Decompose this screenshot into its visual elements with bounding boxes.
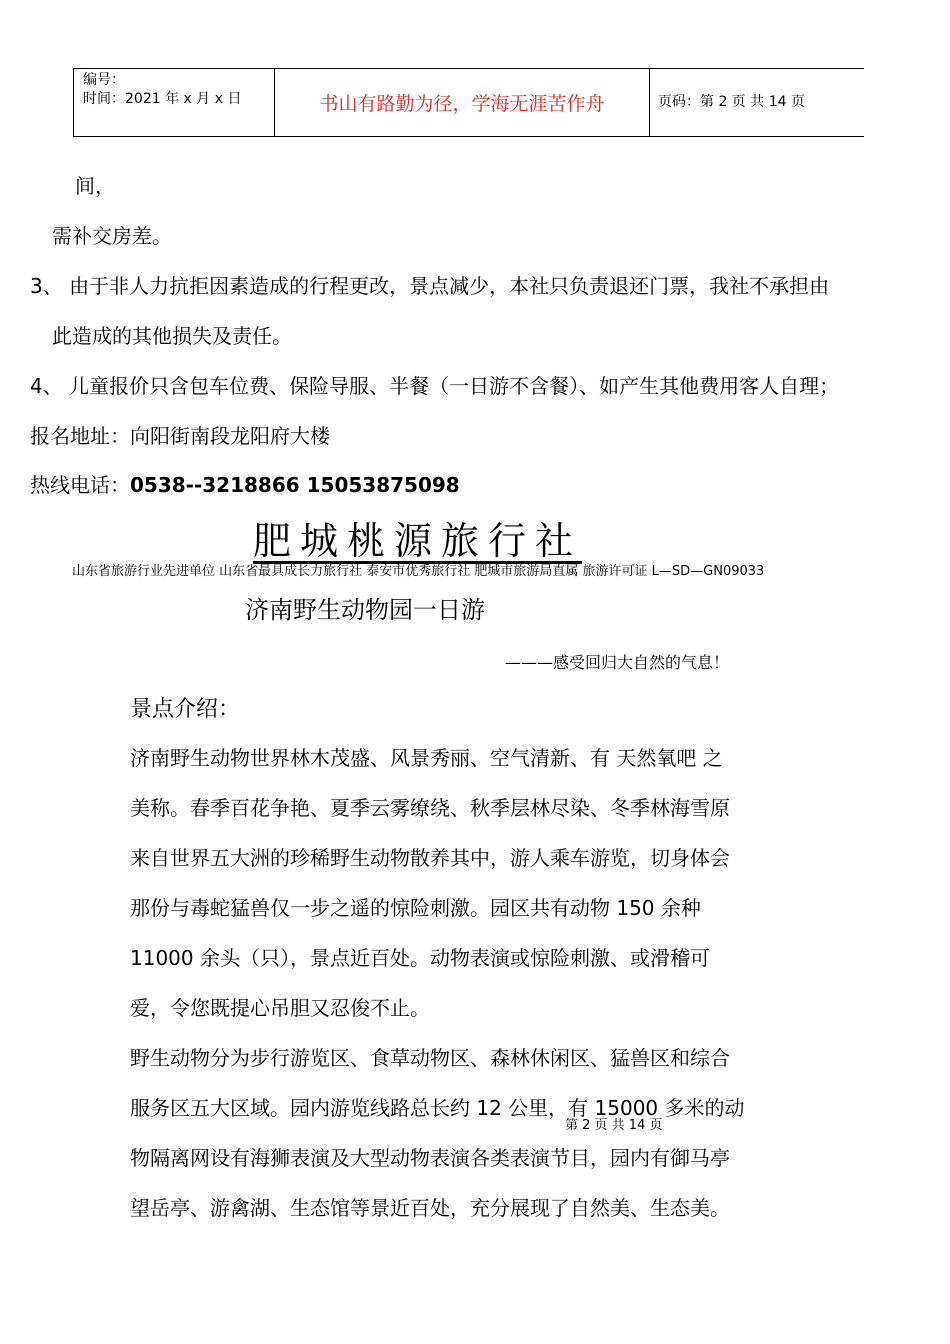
header-motto-cell: [275, 69, 650, 136]
body-line: 爱，令您既提心吊胆又忍俊不止。: [130, 996, 430, 1020]
header-motto: 书山有路勤为径，学海无涯苦作舟: [319, 93, 605, 115]
document-number-label: 编号：: [83, 72, 125, 88]
hotline-numbers: 0538--3218866 15053875098: [130, 473, 460, 497]
body-line: 望岳亭、游禽湖、生态馆等景近百处，充分展现了自然美、生态美。: [130, 1196, 730, 1220]
body-line: 来自世界五大洲的珍稀野生动物散养其中，游人乘车游览，切身体会: [130, 846, 730, 870]
tour-title: 济南野生动物园一日游: [245, 596, 485, 624]
section-heading: 景点介绍：: [130, 697, 241, 722]
header-info-cell: [74, 69, 275, 136]
body-line: 济南野生动物世界林木茂盛、风景秀丽、空气清新、有 天然氧吧 之: [130, 746, 723, 770]
body-line: 那份与毒蛇猛兽仅一步之遥的惊险刺激。园区共有动物 150 余种: [130, 896, 701, 920]
agency-credentials: 山东省旅游行业先进单位 山东省最具成长力旅行社 泰安市优秀旅行社 肥城市旅游局直属 旅游许可证 L—SD—GN09033: [72, 564, 765, 579]
body-line: 11000 余头（只），景点近百处。动物表演或惊险刺激、或滑稽可: [130, 946, 710, 970]
document-time-label: 时间：2021 年 x 月 x 日: [83, 91, 242, 107]
signup-address: 报名地址：向阳街南段龙阳府大楼: [30, 424, 330, 448]
hotline: [30, 469, 460, 498]
document-header: [73, 68, 864, 137]
agency-name: 肥城桃源旅行社: [253, 519, 583, 563]
tour-slogan: ———感受回归大自然的气息！: [505, 653, 730, 672]
header-page-cell: [650, 69, 864, 136]
intro-line: 此造成的其他损失及责任。: [52, 324, 292, 348]
footer-page-number: 第 2 页 共 14 页: [565, 1118, 663, 1133]
body-line: 物隔离网设有海狮表演及大型动物表演各类表演节目，园内有御马亭: [130, 1146, 730, 1170]
header-page-label: 页码：第 2 页 共 14 页: [658, 94, 805, 110]
body-line: 服务区五大区域。园内游览线路总长约 12 公里，有 15000 多米的动: [130, 1096, 745, 1120]
intro-line: 间，: [75, 174, 115, 198]
body-line: 美称。春季百花争艳、夏季云雾缭绕、秋季层林尽染、冬季林海雪原: [130, 796, 730, 820]
body-line: 野生动物分为步行游览区、食草动物区、森林休闲区、猛兽区和综合: [130, 1046, 730, 1070]
intro-line: 3、 由于非人力抗拒因素造成的行程更改，景点减少，本社只负责退还门票，我社不承担由: [30, 274, 830, 298]
intro-line: 需补交房差。: [52, 224, 172, 248]
hotline-label: 热线电话：: [30, 473, 130, 497]
intro-line: 4、 儿童报价只含包车位费、保险导服、半餐（一日游不含餐）、如产生其他费用客人自理；: [30, 374, 840, 398]
